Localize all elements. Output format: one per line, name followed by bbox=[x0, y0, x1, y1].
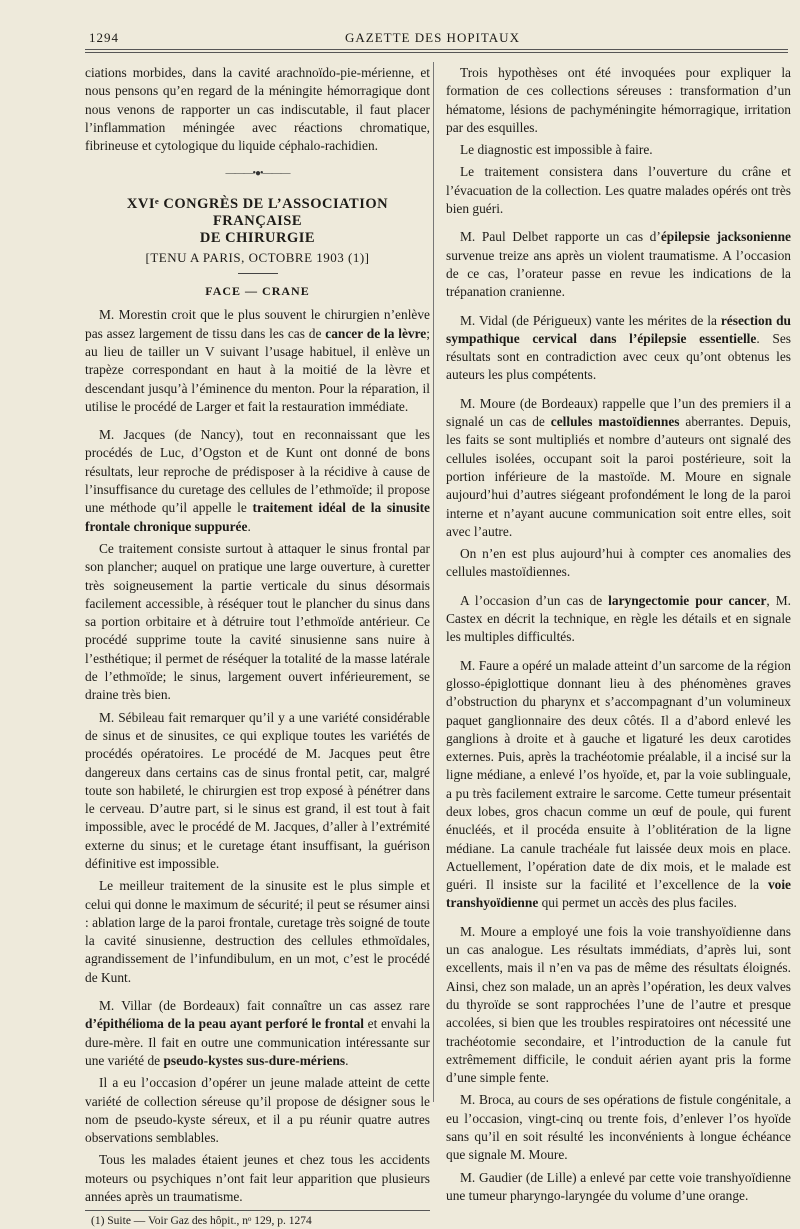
header-rule bbox=[85, 49, 788, 50]
right-column bbox=[446, 64, 791, 1209]
footnote-rule bbox=[85, 1210, 430, 1211]
paragraph-best-treatment: Le meilleur traitement de la sinusite est le plus simple et celui qui donne le maximum de sécurité; il peut se résumer ainsi : ablation large de la paroi frontale, curetage très soigné de toute la cavité sinusienne, destruction des cellules ethmoïdales, agrandissement de l’infundibulum, en un mot, c’est le procédé de Kunt. bbox=[85, 878, 430, 985]
journal-title: GAZETTE DES HOPITAUX bbox=[345, 30, 520, 45]
paragraph-faure: M. Faure a opéré un malade atteint d’un sarcome de la région glosso-épiglottique donnant lieu à des phénomènes graves d’obstruction du pharynx et s’accompagnant d’un volumineux paquet ganglionnaire des deux côtés. Il a d’abord enlevé les ganglions à droite et à gauche et ligaturé les deux carotides externes. Puis, après la trachéotomie préalable, il a incisé sur la ligne médiane, a enlevé l’os hyoïde, et, par la voie sublinguale, a pu très facilement extraire le sarcome. Cette tumeur présentait deux lobes, gros chacun comme un œuf de poule, qui furent énucléés, et il procéda ensuite à l’oblitération de la ligne médiane. La canule trachéale fut laissée deux mois en place. Actuellement, l’opération date de dix mois, et le malade est guéri. Il insiste sur la facilité et l’excellence de la voie transhyoïdienne qui permet un accès des plus faciles. bbox=[446, 657, 791, 911]
page-header bbox=[85, 26, 780, 46]
paragraph-moure: M. Moure (de Bordeaux) rappelle que l’un des premiers il a signalé un cas de cellules mastoïdiennes aberrantes. Depuis, les faits se sont multipliés et nombre d’auteurs ont signalé des cellules isolées, occupant soit la paroi postérieure, soit la portion inférieure de la mastoïde. M. Moure en signale aujourd’hui d’autres siégeant profondément le long de la paroi interne et n’ayant aucune communication soit entre elles, soit avec l’autre. bbox=[446, 395, 791, 539]
paragraph-young-patient: Il a eu l’occasion d’opérer un jeune malade atteint de cette variété de collection séreuse qu’il propose de désigner sous le nom de pseudo-kyste séreux, et il a pu réunir quatre autres observations semblables. bbox=[85, 1075, 430, 1146]
section-title-line-1: XVIᵉ CONGRÈS DE L’ASSOCIATION FRANÇAISE bbox=[126, 195, 389, 229]
paragraph-castex: A l’occasion d’un cas de laryngectomie pour cancer, M. Castex en décrit la technique, en règle les détails et en signale les multiples difficultés. bbox=[446, 592, 791, 645]
section-subtitle: [TENU A PARIS, OCTOBRE 1903 (1)] bbox=[145, 249, 370, 265]
paragraph-sebileau: M. Sébileau fait remarquer qu’il y a une variété considérable de sinus et de sinusites, ce qui explique toutes les variétés de procédés opératoires. Le procédé de M. Jacques peut être dangereux dans certains cas de sinus frontal petit, car, malgré toute son habileté, le chirurgien est trop exposé à pénétrer dans le cerveau. D’autre part, si le sinus est grand, il est tout à fait impossible, avec le procédé de M. Jacques, d’aller à l’extrémité externe du sinus; et le curetage étant insuffisant, la guérison définitive est impossible. bbox=[85, 709, 430, 871]
section-ornament: ———•●•——— bbox=[225, 168, 290, 180]
left-column bbox=[85, 64, 430, 1229]
paragraph-jacques: M. Jacques (de Nancy), tout en reconnaissant que les procédés de Luc, d’Ogston et de Kunt ont donné de bons résultats, leur reproche de prédisposer à la récidive à cause de l’insuffisance du curetage des cellules de l’ethmoïde; il propose une méthode qu’il appelle le traitement idéal de la sinusite frontale chronique suppurée. bbox=[85, 427, 430, 534]
paragraph-hypotheses: Trois hypothèses ont été invoquées pour expliquer la formation de ces collections séreuses : transformation d’un hématome, lésions de pachyméningite hémorragique, irritation par des esquilles. bbox=[446, 65, 791, 135]
paragraph-vidal: M. Vidal (de Périgueux) vante les mérites de la résection du sympathique cervical dans l’épilepsie essentielle. Ses résultats sont en contradiction avec ceux qu’ont obtenus les auteurs les plus compétents. bbox=[446, 312, 791, 383]
paragraph-delbet: M. Paul Delbet rapporte un cas d’épilepsie jacksonienne survenue treize ans après un violent traumatisme. A l’occasion de ce cas, l’orateur passe en revue les indications de la trépanation cranienne. bbox=[446, 229, 791, 300]
page-number: 1294 bbox=[89, 30, 119, 45]
paragraph-anomalies: On n’en est plus aujourd’hui à compter ces anomalies des cellules mastoïdiennes. bbox=[446, 546, 791, 580]
paragraph-morestin: M. Morestin croit que le plus souvent le chirurgien n’enlève pas assez largement de tissu dans les cas de cancer de la lèvre; au lieu de tailler un V suivant l’usage habituel, il enlève un trapèze correspondant en haut à la moitié de la lèvre et descendant jusqu’à l’éminence du menton. Pour la réparation, il utilise le procédé de Larger et fait la restauration immédiate. bbox=[85, 307, 430, 414]
section-title-line-2: DE CHIRURGIE bbox=[199, 229, 316, 246]
paragraph-gaudier: M. Gaudier (de Lille) a enlevé par cette voie transhyoïdienne une tumeur pharyngo-laryngée du volume d’une orange. bbox=[446, 1169, 791, 1203]
paragraph-villar: M. Villar (de Bordeaux) fait connaître un cas assez rare d’épithélioma de la peau ayant perforé le frontal et envahi la dure-mère. Il fait en outre une communication intéressante sur une variété de pseudo-kystes sus-dure-mériens. bbox=[85, 998, 430, 1068]
paragraph-all-patients: Tous les malades étaient jeunes et chez tous les accidents moteurs ou psychiques n’ont fait leur apparition que plusieurs années après un traumatisme. bbox=[85, 1152, 430, 1205]
short-rule bbox=[238, 273, 278, 274]
column-divider bbox=[433, 62, 434, 1102]
footnote: (1) Suite — Voir Gaz des hôpit., nᵒ 129, p. 1274 bbox=[91, 1215, 312, 1228]
paragraph-treatment-cranial: Le traitement consistera dans l’ouverture du crâne et l’évacuation de la collection. Les quatre malades opérés ont très bien guéri. bbox=[446, 164, 791, 217]
paragraph-broca: M. Broca, au cours de ses opérations de fistule congénitale, a eu l’occasion, vingt-cinq ou trente fois, d’enlever l’os hyoïde sans qu’il en soit résulté les inconvénients à longue échéance que signale M. Moure. bbox=[446, 1092, 791, 1163]
paragraph-moure-transhyoid: M. Moure a employé une fois la voie transhyoïdienne dans un cas analogue. Les résultats immédiats, d’après lui, sont excellents, mais il n’en va pas de même des résultats éloignés. Ainsi, chez son malade, un an après l’opération, les deux valves du thyroïde se sont rapprochées l’une de l’autre et presque accolées, si bien que les troubles respiratoires ont nécessité une trachéotomie secondaire, et l’introduction de la canule fut extrêmement difficile, le conduit aérien ayant pris la forme d’une simple fente. bbox=[446, 923, 791, 1086]
paragraph-diagnosis: Le diagnostic est impossible à faire. bbox=[460, 142, 653, 158]
paragraph-continuation: ciations morbides, dans la cavité arachnoïdo-pie-mérienne, et nous pensons qu’en regard de la méningite hémorragique dont nous venons de rapporter un cas indiscutable, il faut placer l’inflammation méningée avec réactions chromatique, fibrineuse et cytologique du liquide céphalo-rachidien. bbox=[85, 65, 430, 154]
paragraph-treatment: Ce traitement consiste surtout à attaquer le sinus frontal par son plancher; auquel on pratique une large ouverture, à curetter très soigneusement la partie verticale du sinus désormais facilement accessible, à réséquer tout le plancher du sinus dans sa portion orbitaire et à détruire tout l’ethmoïde antérieur. Ce procédé supprime toute la cavité sinusienne sans nuire à l’esthétique; il permet de réséquer la totalité de la masse latérale de l’ethmoïde; le sinus, largement ouvert inférieurement, se draine très bien. bbox=[85, 540, 430, 703]
subsection-title: FACE — CRANE bbox=[205, 284, 310, 299]
section-title bbox=[85, 196, 430, 247]
header-rule-double bbox=[85, 52, 788, 53]
